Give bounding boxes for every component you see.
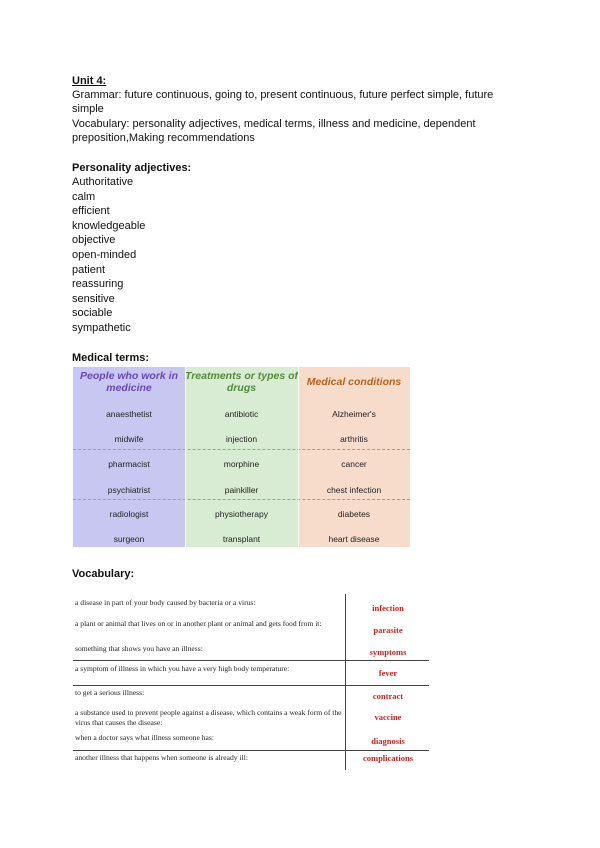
column-header: Medical conditions (306, 376, 402, 388)
column-treatments (185, 367, 298, 547)
vocab-answer: contract (372, 691, 404, 701)
row-divider (73, 685, 429, 686)
list-item: sensitive (72, 292, 115, 305)
column-header: People who work in medicine (79, 370, 178, 394)
column-divider (345, 594, 346, 770)
vocab-answer: complications (362, 753, 414, 763)
vocab-definition: a symptom of illness in which you have a very high body temperature: (75, 664, 290, 673)
table-cell: midwife (114, 434, 144, 444)
vocab-definition: a disease in part of your body caused by bacteria or a virus: (75, 598, 256, 607)
column-people (73, 367, 185, 547)
table-cell: arthritis (340, 434, 368, 444)
list-item: reassuring (72, 278, 124, 291)
vocab-definition: to get a serious illness: (75, 688, 145, 697)
column-divider (298, 367, 299, 547)
table-cell: painkiller (224, 485, 259, 495)
table-cell: chest infection (326, 485, 382, 495)
medical-terms-table (73, 367, 410, 547)
list-item: efficient (72, 205, 110, 218)
list-item: patient (72, 263, 106, 276)
table-cell: psychiatrist (107, 485, 151, 495)
vocab-answer: symptoms (369, 647, 407, 657)
column-divider (185, 367, 186, 547)
table-cell: radiologist (109, 509, 149, 519)
table-cell: physiotherapy (215, 509, 268, 519)
column-header: Treatments or types of drugs (185, 370, 299, 394)
table-cell: diabetes (337, 509, 371, 519)
vocab-answer: infection (372, 603, 404, 613)
table-cell: injection (225, 434, 258, 444)
table-cell: heart disease (328, 534, 380, 544)
row-divider (73, 660, 429, 661)
table-cell: antibiotic (224, 409, 259, 419)
list-item: open-minded (72, 248, 137, 261)
vocab-definition: a plant or animal that lives on or in another plant or animal and gets food from it: (75, 619, 322, 628)
unit-title: Unit 4: (72, 75, 107, 87)
grammar-line-1: Grammar: future continuous, going to, present continuous, future perfect simple, future (72, 89, 494, 101)
row-divider (73, 750, 429, 751)
list-item: Authoritative (72, 176, 134, 188)
row-divider (73, 449, 410, 450)
vocab-definition: another illness that happens when someone is already ill: (75, 753, 248, 762)
vocab-answer: parasite (373, 625, 403, 635)
vocabulary-table (73, 594, 429, 770)
table-cell: morphine (223, 459, 260, 469)
list-item: calm (72, 190, 96, 203)
vocab-definition: when a doctor says what illness someone has: (75, 733, 214, 742)
table-cell: transplant (222, 534, 261, 544)
grammar-line-2: simple (72, 103, 104, 115)
vocab-definition: a substance used to prevent people against a disease, which contains a weak form of the virus that causes the disease: (75, 708, 342, 727)
table-cell: Alzheimer's (332, 409, 376, 419)
vocab-answer: vaccine (374, 712, 402, 722)
vocab-answer: fever (378, 668, 398, 678)
column-conditions (298, 367, 410, 547)
vocabulary-line-2: preposition,Making recommendations (72, 132, 255, 144)
medical-terms-heading: Medical terms: (72, 352, 150, 364)
vocabulary-line-1: Vocabulary: personality adjectives, medical terms, illness and medicine, dependent (72, 118, 476, 130)
personality-list (72, 175, 145, 336)
vocab-answer: diagnosis (371, 736, 405, 746)
list-item: sympathetic (72, 321, 131, 334)
row-divider (73, 499, 410, 500)
table-cell: cancer (341, 459, 367, 469)
list-item: sociable (72, 307, 113, 320)
table-cell: surgeon (113, 534, 145, 544)
list-item: knowledgeable (72, 219, 146, 232)
vocab-definition: something that shows you have an illness: (75, 644, 203, 653)
personality-heading: Personality adjectives: (72, 162, 192, 174)
vocabulary-heading: Vocabulary: (72, 568, 135, 580)
table-cell: pharmacist (108, 459, 150, 469)
list-item: objective (72, 234, 116, 247)
table-cell: anaesthetist (106, 409, 152, 419)
